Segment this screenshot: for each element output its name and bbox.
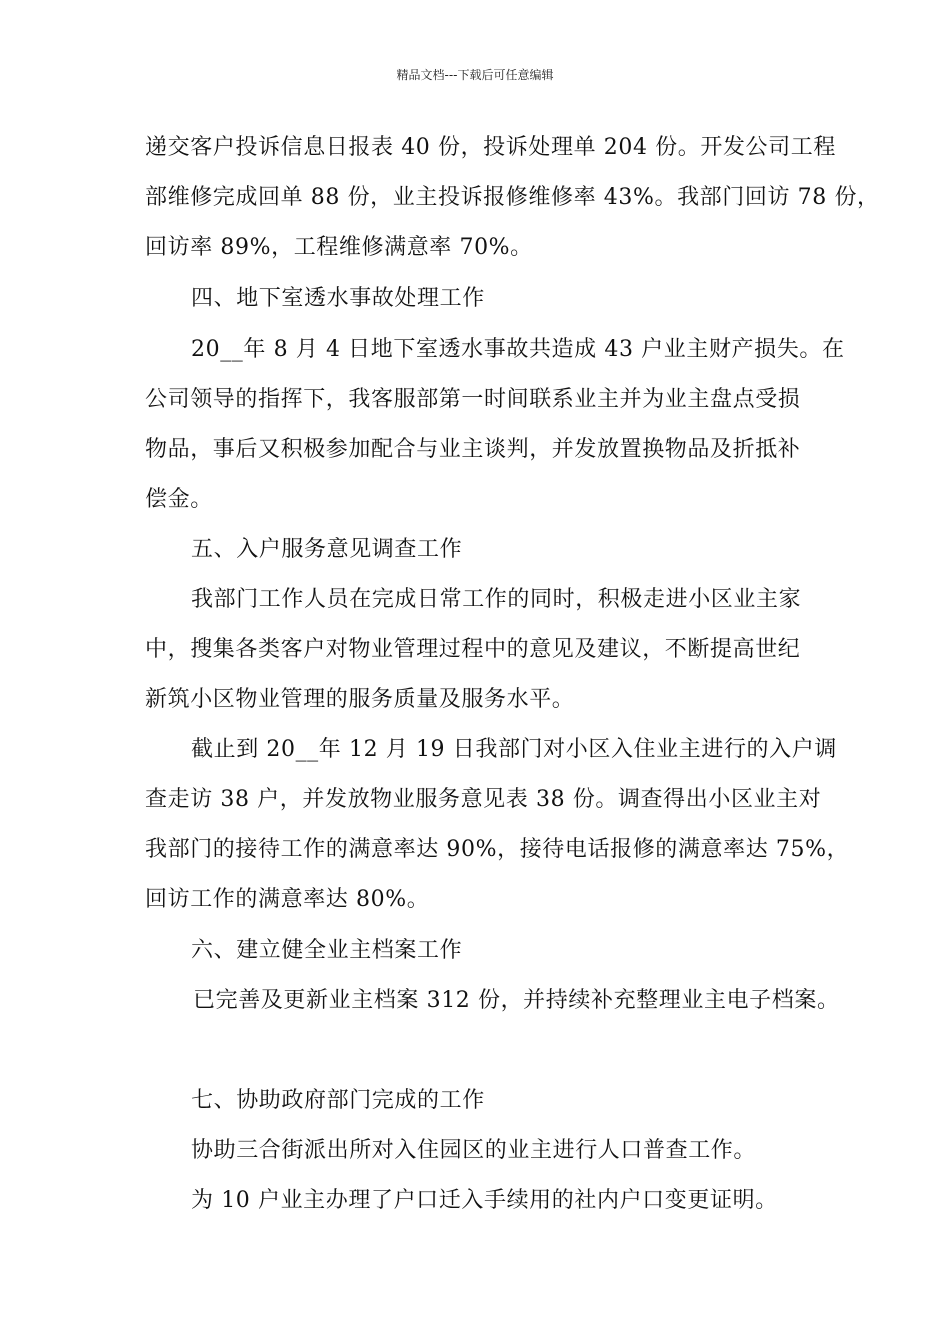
paragraph-line: 查走访 38 户，并发放物业服务意见表 38 份。调查得出小区业主对 (145, 787, 822, 812)
section-heading: 五、入户服务意见调查工作 (191, 537, 463, 562)
paragraph-line: 部维修完成回单 88 份，业主投诉报修维修率 43%。我部门回访 78 份， (145, 185, 880, 210)
paragraph-line: 递交客户投诉信息日报表 40 份，投诉处理单 204 份。开发公司工程 (145, 135, 836, 160)
paragraph-line: 偿金。 (145, 487, 213, 512)
section-heading: 四、地下室透水事故处理工作 (191, 286, 485, 311)
paragraph-line: 回访率 89%，工程维修满意率 70%。 (145, 235, 533, 260)
paragraph-line: 新筑小区物业管理的服务质量及服务水平。 (145, 687, 575, 712)
paragraph-line: 已完善及更新业主档案 312 份，并持续补充整理业主电子档案。 (193, 988, 840, 1013)
paragraph-line: 我部门的接待工作的满意率达 90%，接待电话报修的满意率达 75%， (145, 837, 850, 862)
paragraph-line: 为 10 户业主办理了户口迁入手续用的社内户口变更证明。 (191, 1188, 778, 1213)
paragraph-line: 协助三合街派出所对入住园区的业主进行人口普查工作。 (191, 1138, 757, 1163)
section-heading: 七、协助政府部门完成的工作 (191, 1088, 485, 1113)
paragraph-line: 回访工作的满意率达 80%。 (145, 887, 430, 912)
paragraph-line: 公司领导的指挥下，我客服部第一时间联系业主并为业主盘点受损 (145, 387, 801, 412)
paragraph-line: 20__年 8 月 4 日地下室透水事故共造成 43 户业主财产损失。在 (191, 337, 845, 362)
paragraph-line: 物品，事后又积极参加配合与业主谈判，并发放置换物品及折抵补 (145, 437, 801, 462)
paragraph-line: 我部门工作人员在完成日常工作的同时，积极走进小区业主家 (191, 587, 802, 612)
page-header: 精品文档---下载后可任意编辑 (396, 68, 554, 82)
paragraph-line: 中，搜集各类客户对物业管理过程中的意见及建议，不断提高世纪 (145, 637, 801, 662)
section-heading: 六、建立健全业主档案工作 (191, 938, 463, 963)
paragraph-line: 截止到 20__年 12 月 19 日我部门对小区入住业主进行的入户调 (191, 737, 837, 762)
